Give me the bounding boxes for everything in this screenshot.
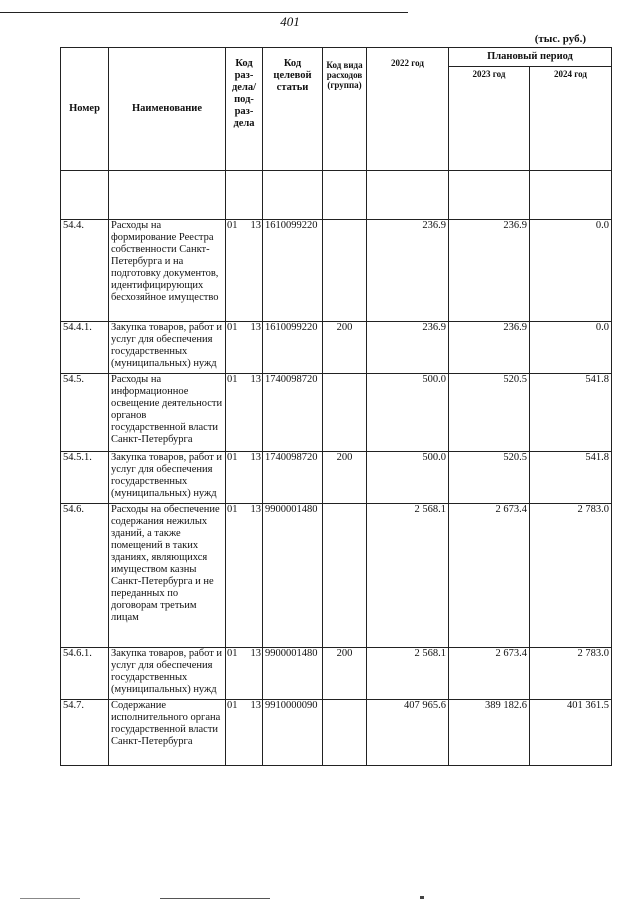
budget-table bbox=[60, 47, 612, 766]
row-2023: 389 182.6 bbox=[449, 700, 530, 766]
row-2023: 520.5 bbox=[449, 452, 530, 504]
row-razdel: 01 bbox=[227, 452, 238, 463]
table-row bbox=[61, 220, 612, 322]
row-expense bbox=[323, 374, 367, 452]
header-expense: Код вида расходов (группа) bbox=[323, 48, 367, 171]
row-podrazdel: 13 bbox=[250, 452, 261, 463]
row-name: Расходы на обеспечение содержания нежилых зданий, а также помещений в таких зданиях, являющихся имуществом казны Санкт-Петербурга и не переданных по договорам третьим лицам bbox=[109, 504, 226, 648]
page-number: 401 bbox=[280, 14, 300, 29]
row-section bbox=[226, 700, 263, 766]
row-section bbox=[226, 648, 263, 700]
row-2023: 236.9 bbox=[449, 322, 530, 374]
row-section bbox=[226, 452, 263, 504]
row-number: 54.5. bbox=[61, 374, 109, 452]
row-number: 54.6.1. bbox=[61, 648, 109, 700]
row-podrazdel: 13 bbox=[250, 700, 261, 711]
table-row bbox=[61, 322, 612, 374]
row-2022: 2 568.1 bbox=[367, 504, 449, 648]
row-name: Расходы на формирование Реестра собственности Санкт-Петербурга и на подготовку документов, идентифицирующих бесхозяйное имущество bbox=[109, 220, 226, 322]
row-razdel: 01 bbox=[227, 374, 238, 385]
row-target: 1740098720 bbox=[263, 452, 323, 504]
row-podrazdel: 13 bbox=[250, 504, 261, 515]
row-podrazdel: 13 bbox=[250, 648, 261, 659]
row-podrazdel: 13 bbox=[250, 322, 261, 333]
row-expense: 200 bbox=[323, 648, 367, 700]
row-podrazdel: 13 bbox=[250, 374, 261, 385]
row-2022: 500.0 bbox=[367, 452, 449, 504]
row-razdel: 01 bbox=[227, 322, 238, 333]
row-section bbox=[226, 322, 263, 374]
row-2024: 0.0 bbox=[530, 322, 612, 374]
row-section bbox=[226, 220, 263, 322]
header-2022: 2022 год bbox=[367, 48, 449, 171]
header-2024: 2024 год bbox=[530, 66, 612, 170]
row-target: 9900001480 bbox=[263, 504, 323, 648]
table-row bbox=[61, 452, 612, 504]
row-number: 54.4. bbox=[61, 220, 109, 322]
row-2023: 2 673.4 bbox=[449, 648, 530, 700]
row-expense bbox=[323, 220, 367, 322]
row-section bbox=[226, 374, 263, 452]
row-podrazdel: 13 bbox=[250, 220, 261, 231]
row-name: Закупка товаров, работ и услуг для обеспечения государственных (муниципальных) нужд bbox=[109, 452, 226, 504]
row-2022: 500.0 bbox=[367, 374, 449, 452]
row-razdel: 01 bbox=[227, 220, 238, 231]
row-2024: 2 783.0 bbox=[530, 648, 612, 700]
row-target: 1610099220 bbox=[263, 220, 323, 322]
row-razdel: 01 bbox=[227, 648, 238, 659]
row-target: 1740098720 bbox=[263, 374, 323, 452]
row-razdel: 01 bbox=[227, 700, 238, 711]
row-number: 54.7. bbox=[61, 700, 109, 766]
row-razdel: 01 bbox=[227, 504, 238, 515]
header-name: Наименование bbox=[109, 48, 226, 171]
row-name: Содержание исполнительного органа государственной власти Санкт-Петербурга bbox=[109, 700, 226, 766]
row-target: 9910000090 bbox=[263, 700, 323, 766]
row-2022: 236.9 bbox=[367, 322, 449, 374]
table-row bbox=[61, 504, 612, 648]
row-name: Расходы на информационное освещение деятельности органов государственной власти Санкт-Петербурга bbox=[109, 374, 226, 452]
row-expense: 200 bbox=[323, 452, 367, 504]
row-expense bbox=[323, 700, 367, 766]
row-2022: 2 568.1 bbox=[367, 648, 449, 700]
table-row bbox=[61, 374, 612, 452]
row-2024: 541.8 bbox=[530, 374, 612, 452]
top-rule bbox=[0, 12, 408, 13]
row-name: Закупка товаров, работ и услуг для обеспечения государственных (муниципальных) нужд bbox=[109, 648, 226, 700]
row-expense bbox=[323, 504, 367, 648]
row-2022: 236.9 bbox=[367, 220, 449, 322]
row-2023: 2 673.4 bbox=[449, 504, 530, 648]
row-expense: 200 bbox=[323, 322, 367, 374]
row-2024: 0.0 bbox=[530, 220, 612, 322]
row-target: 1610099220 bbox=[263, 322, 323, 374]
row-2024: 2 783.0 bbox=[530, 504, 612, 648]
row-2024: 541.8 bbox=[530, 452, 612, 504]
header-gap-row bbox=[61, 171, 612, 220]
row-number: 54.6. bbox=[61, 504, 109, 648]
scan-artifact bbox=[0, 896, 640, 902]
units-label: (тыс. руб.) bbox=[534, 33, 586, 45]
header-target: Код целевой статьи bbox=[263, 48, 323, 171]
row-2023: 520.5 bbox=[449, 374, 530, 452]
row-2023: 236.9 bbox=[449, 220, 530, 322]
row-target: 9900001480 bbox=[263, 648, 323, 700]
table-row bbox=[61, 700, 612, 766]
table-row bbox=[61, 648, 612, 700]
row-2022: 407 965.6 bbox=[367, 700, 449, 766]
row-section bbox=[226, 504, 263, 648]
row-name: Закупка товаров, работ и услуг для обеспечения государственных (муниципальных) нужд bbox=[109, 322, 226, 374]
header-section: Код раз-дела/ под-раз-дела bbox=[226, 48, 263, 171]
row-2024: 401 361.5 bbox=[530, 700, 612, 766]
header-2023: 2023 год bbox=[449, 66, 530, 170]
row-number: 54.5.1. bbox=[61, 452, 109, 504]
header-number: Номер bbox=[61, 48, 109, 171]
row-number: 54.4.1. bbox=[61, 322, 109, 374]
header-planned: Плановый период bbox=[449, 48, 612, 67]
